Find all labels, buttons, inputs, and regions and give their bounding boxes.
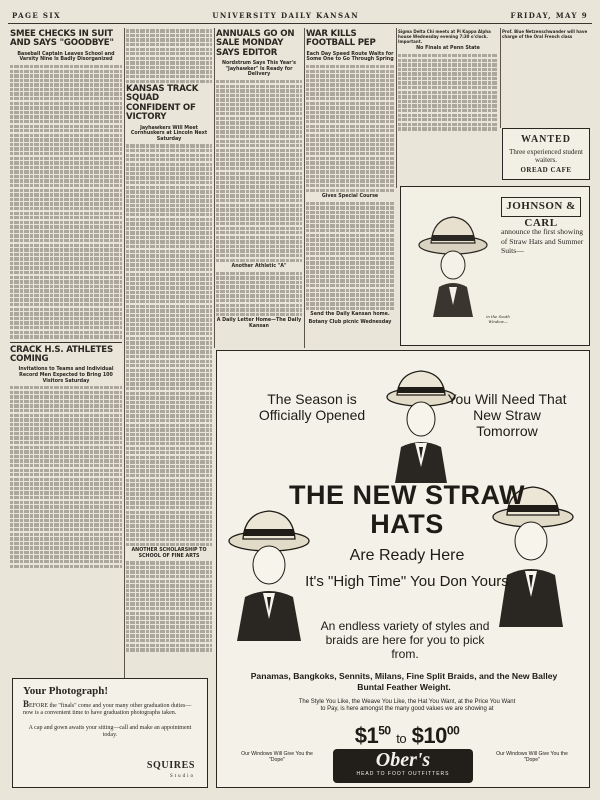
wanted-text: Three experienced student waiters. — [509, 148, 583, 164]
wanted-ad — [502, 128, 590, 180]
subhead-athletic-a: Another Athletic "A" — [231, 263, 287, 269]
article-body — [398, 54, 498, 131]
column-rule — [500, 28, 501, 128]
subhead-track: Jayhawkers Will Meet Cornhuskers at Lincoln Next Saturday — [130, 125, 208, 142]
wanted-business: OREAD CAFE — [520, 166, 572, 174]
squires-name: SQUIRES — [146, 760, 195, 771]
price-high-cents: 00 — [446, 723, 460, 738]
column-rule — [124, 28, 125, 788]
johnson-carl-logo: JOHNSON & CARL — [501, 197, 581, 217]
johnson-carl-ad — [400, 186, 590, 346]
photo-body — [23, 701, 197, 717]
notice-letter-home: A Daily Letter Home—The Daily Kansan — [216, 318, 302, 329]
ad-hat-types: Panamas, Bangkoks, Sennits, Milans, Fine Split Braids, and the New Balley Buntal Feather Weight. — [250, 671, 558, 692]
squires-sub: Studio — [169, 774, 195, 779]
photo-drop-cap: B — [23, 699, 30, 709]
masthead-title: UNIVERSITY DAILY KANSAN — [212, 11, 360, 20]
subhead-penn-state: No Finals at Penn State — [416, 46, 480, 52]
ad-windows-left: Our Windows Will Give You the "Dope" — [241, 751, 313, 764]
article-column-1 — [10, 28, 122, 788]
article-body — [126, 144, 212, 546]
wanted-heading: WANTED — [521, 134, 571, 145]
article-body — [10, 386, 122, 568]
article-column-2 — [126, 28, 212, 788]
article-body — [216, 80, 302, 262]
ad-high-time: It's "High Time" You Don Yours — [305, 573, 509, 590]
johnson-carl-copy: announce the first showing of Straw Hats and Summer Suits— — [501, 227, 584, 256]
article-column-6 — [502, 28, 590, 124]
johnson-carl-location: in the South Window— — [486, 314, 510, 324]
newspaper-page — [8, 6, 592, 794]
subhead-smee: Baseball Captain Leaves School and Varsity Nine Is Badly Disorganized — [17, 51, 115, 63]
subhead-football: Each Day Speed Route Waits for Some One to Go Through Spring — [306, 51, 394, 63]
straw-hats-ad — [216, 350, 590, 788]
article-column-5 — [398, 28, 498, 148]
ad-main-headline: THE NEW STRAW HATS — [289, 480, 525, 539]
ad-left-headline: The Season is Officially Opened — [258, 391, 366, 423]
ad-right-headline: You Will Need That New Straw Tomorrow — [447, 391, 567, 439]
notice-french-class: Prof. Blue Netzenschwander will have charge of the Oral French class — [502, 29, 588, 39]
article-body — [10, 65, 122, 339]
photo-heading: Your Photograph! — [23, 685, 109, 697]
article-column-4 — [306, 28, 394, 368]
subhead-athletes: Invitations to Teams and Individual Record Men Expected to Bring 100 Visitors Saturday — [18, 367, 114, 384]
photo-body-text: EFORE the "finals" come and your many other graduation duties—now is a convenient time to have graduation photographs taken. — [23, 703, 192, 716]
headline-football: WAR KILLS FOOTBALL PEP — [306, 29, 376, 49]
headline-smee: SMEE CHECKS IN SUIT AND SAYS "GOODBYE" — [10, 29, 114, 49]
headline-annuals: ANNUALS GO ON SALE MONDAY SAYS EDITOR — [216, 29, 295, 58]
ad-ready: Are Ready Here — [349, 547, 465, 564]
photo-cta: A cap and gown awaits your sitting—call and make an appointment today. — [28, 725, 192, 738]
photograph-ad — [12, 678, 208, 788]
price-low-cents: 50 — [378, 723, 391, 738]
headline-track: KANSAS TRACK SQUAD CONFIDENT OF VICTORY — [126, 83, 199, 123]
squires-logo — [147, 761, 195, 781]
subhead-special-course: Gives Special Course — [321, 194, 379, 199]
article-body — [126, 561, 212, 651]
notice-send-kansan: Send the Daily Kansan home. — [310, 312, 390, 318]
column-rule — [214, 28, 215, 348]
article-body — [306, 65, 394, 192]
obers-logo — [333, 749, 473, 783]
article-body — [306, 202, 394, 311]
column-rule — [304, 28, 305, 348]
notice-sigma-delta: Sigma Delta Chi meets at Pi Kappa Alpha house Wednesday evening 7:30 o'clock. Important. — [398, 29, 491, 44]
article-column-3 — [216, 28, 302, 368]
column-rule — [396, 28, 397, 188]
price-low: $1 — [354, 723, 379, 748]
headline-athletes: CRACK H.S. ATHLETES COMING — [10, 344, 113, 364]
obers-tagline: HEAD TO FOOT OUTFITTERS — [356, 771, 450, 777]
price-high: $10 — [411, 723, 447, 748]
ad-variety: An endless variety of styles and braids are here for you to pick from. — [320, 619, 490, 661]
masthead-right: FRIDAY, MAY 9 — [510, 11, 588, 20]
notice-botany-club: Botany Club picnic Wednesday — [308, 319, 392, 325]
subhead-scholarship: ANOTHER SCHOLARSHIP TO SCHOOL OF FINE ARTS — [131, 548, 207, 559]
price-to: to — [396, 731, 407, 746]
ad-windows-right: Our Windows Will Give You the "Dope" — [496, 751, 568, 764]
article-body — [216, 272, 302, 317]
masthead — [8, 6, 592, 24]
ad-style-text: The Style You Like, the Weave You Like, the Hat You Want, at the Price You Want to Pay, is here amongst the many good values we are showing at — [298, 699, 516, 713]
straw-hat-illustration — [413, 205, 495, 317]
article-body — [126, 29, 212, 83]
subhead-annuals: Nordstrum Says This Year's "Jayhawker" Is Ready for Delivery — [222, 61, 296, 78]
ad-price-range — [337, 723, 477, 749]
masthead-left: PAGE SIX — [12, 11, 61, 20]
obers-name: Ober's — [375, 749, 431, 771]
